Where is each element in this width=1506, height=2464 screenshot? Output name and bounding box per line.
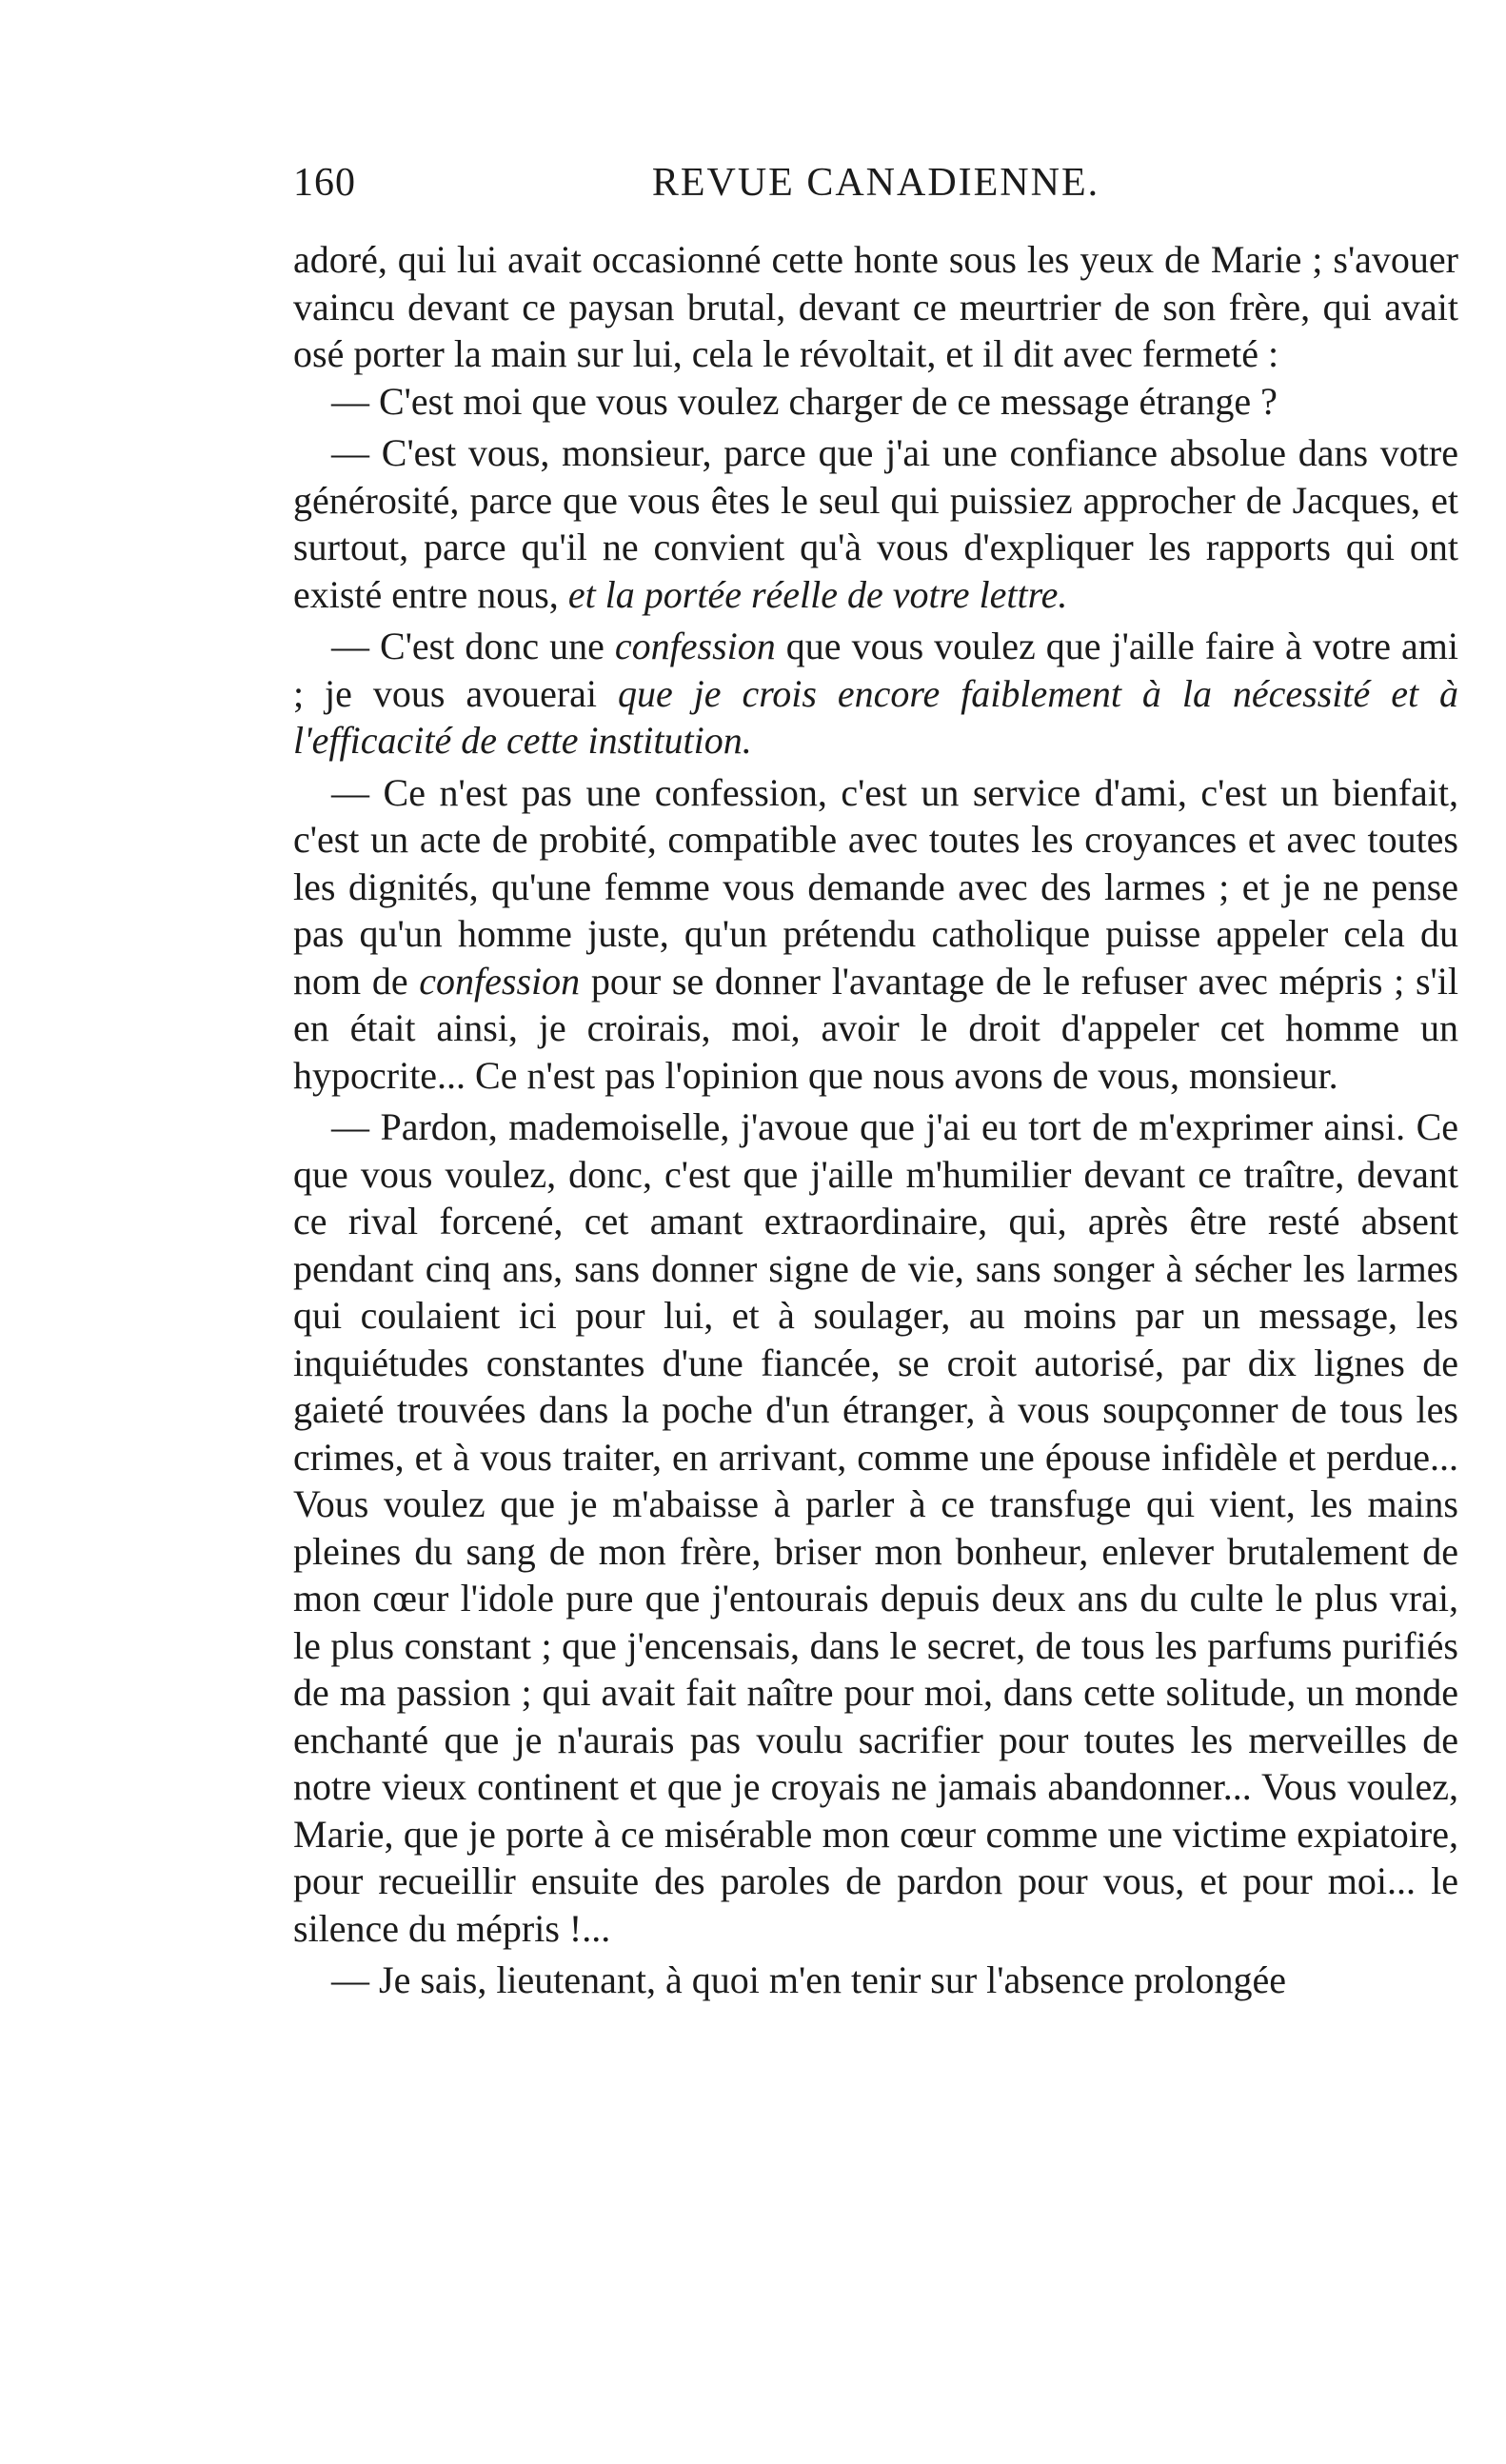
italic-text: confession [614,625,776,667]
page-number: 160 [293,161,356,205]
dialogue-paragraph [293,1957,1458,2004]
text-segment: — C'est vous, monsieur, parce que j'ai une confiance absolue dans votre générosité, parce que vous êtes le seul qui puissiez approcher de Jacques, et surtout, parce qu'il ne convient qu'à vous d'expliquer les rapports qui ont existé entre nous, [293,431,1458,616]
italic-text: et la portée réelle de votre lettre. [567,572,1068,616]
text-segment: — C'est moi que vous voulez charger de ce message étrange ? [331,379,1278,423]
dialogue-paragraph [293,378,1458,426]
dialogue-paragraph [293,623,1458,765]
paragraph-continuation [293,236,1458,378]
body-text [293,236,1458,2004]
text-segment: — C'est donc une [331,625,615,667]
text-segment: que vous voulez que j'aille faire à votre ami ; je vous avouerai [293,625,1459,715]
dialogue-paragraph [293,1103,1458,1952]
text-segment: adoré, qui lui avait occasionné cette honte sous les yeux de Marie ; s'avouer vaincu devant ce paysan brutal, devant ce meurtrier de son frère, qui avait osé porter la main sur lui, cela le révoltait, et il dit avec fermeté : [293,238,1458,375]
italic-text: confession [419,959,581,1003]
text-segment: — Je sais, lieutenant, à quoi m'en tenir sur l'absence prolongée [331,1958,1287,2001]
text-segment: pour se donner l'avantage de le refuser avec mépris ; s'il en était ainsi, je croirais, moi, avoir le droit d'appeler cet homme un hypocrite... Ce n'est pas l'opinion que nous avons de vous, monsieur. [293,959,1458,1097]
page-header [293,160,1458,217]
text-segment: — Pardon, mademoiselle, j'avoue que j'ai eu tort de m'exprimer ainsi. Ce que vous voulez, donc, c'est que j'aille m'humilier devant ce traître, devant ce rival forcené, cet amant extraordinaire, qui, après être resté absent pendant cinq ans, sans donner signe de vie, sans songer à sécher les larmes qui coulaient ici pour lui, et à soulager, au moins par un message, les inquiétudes constantes d'une fiancée, se croit autorisé, par dix lignes de gaieté trouvées dans la poche d'un étranger, à vous soupçonner de tous les crimes, et à vous traiter, en arrivant, comme une épouse infidèle et perdue... Vous voulez que je m'abaisse à parler à ce transfuge qui vient, les mains pleines du sang de mon frère, briser mon bonheur, enlever brutalement de mon cœur l'idole pure que j'entourais depuis deux ans du culte le plus vrai, le plus constant ; que j'encensais, dans le secret, de tous les parfums purifiés de ma passion ; qui avait fait naître pour moi, dans cette solitude, un monde enchanté que je n'aurais pas voulu sacrifier pour toutes les merveilles de notre vieux continent et que je croyais ne jamais abandonner... Vous voulez, Marie, que je porte à ce misérable mon cœur comme une victime expiatoire, pour recueillir ensuite des paroles de pardon pour vous, et pour moi... le silence du mépris !... [293,1105,1458,1950]
text-segment: — Ce n'est pas une confession, c'est un service d'ami, c'est un bienfait, c'est un acte de probité, compatible avec toutes les croyances et avec toutes les dignités, qu'une femme vous demande avec des larmes ; et je ne pense pas qu'un homme juste, qu'un prétendu catholique puisse appeler cela du nom de [293,770,1458,1003]
dialogue-paragraph [293,429,1458,618]
italic-text: que je crois encore faiblement à la nécessité et à l'efficacité de cette institution. [293,671,1459,762]
dialogue-paragraph [293,769,1458,1100]
running-title: REVUE CANADIENNE. [651,161,1100,205]
